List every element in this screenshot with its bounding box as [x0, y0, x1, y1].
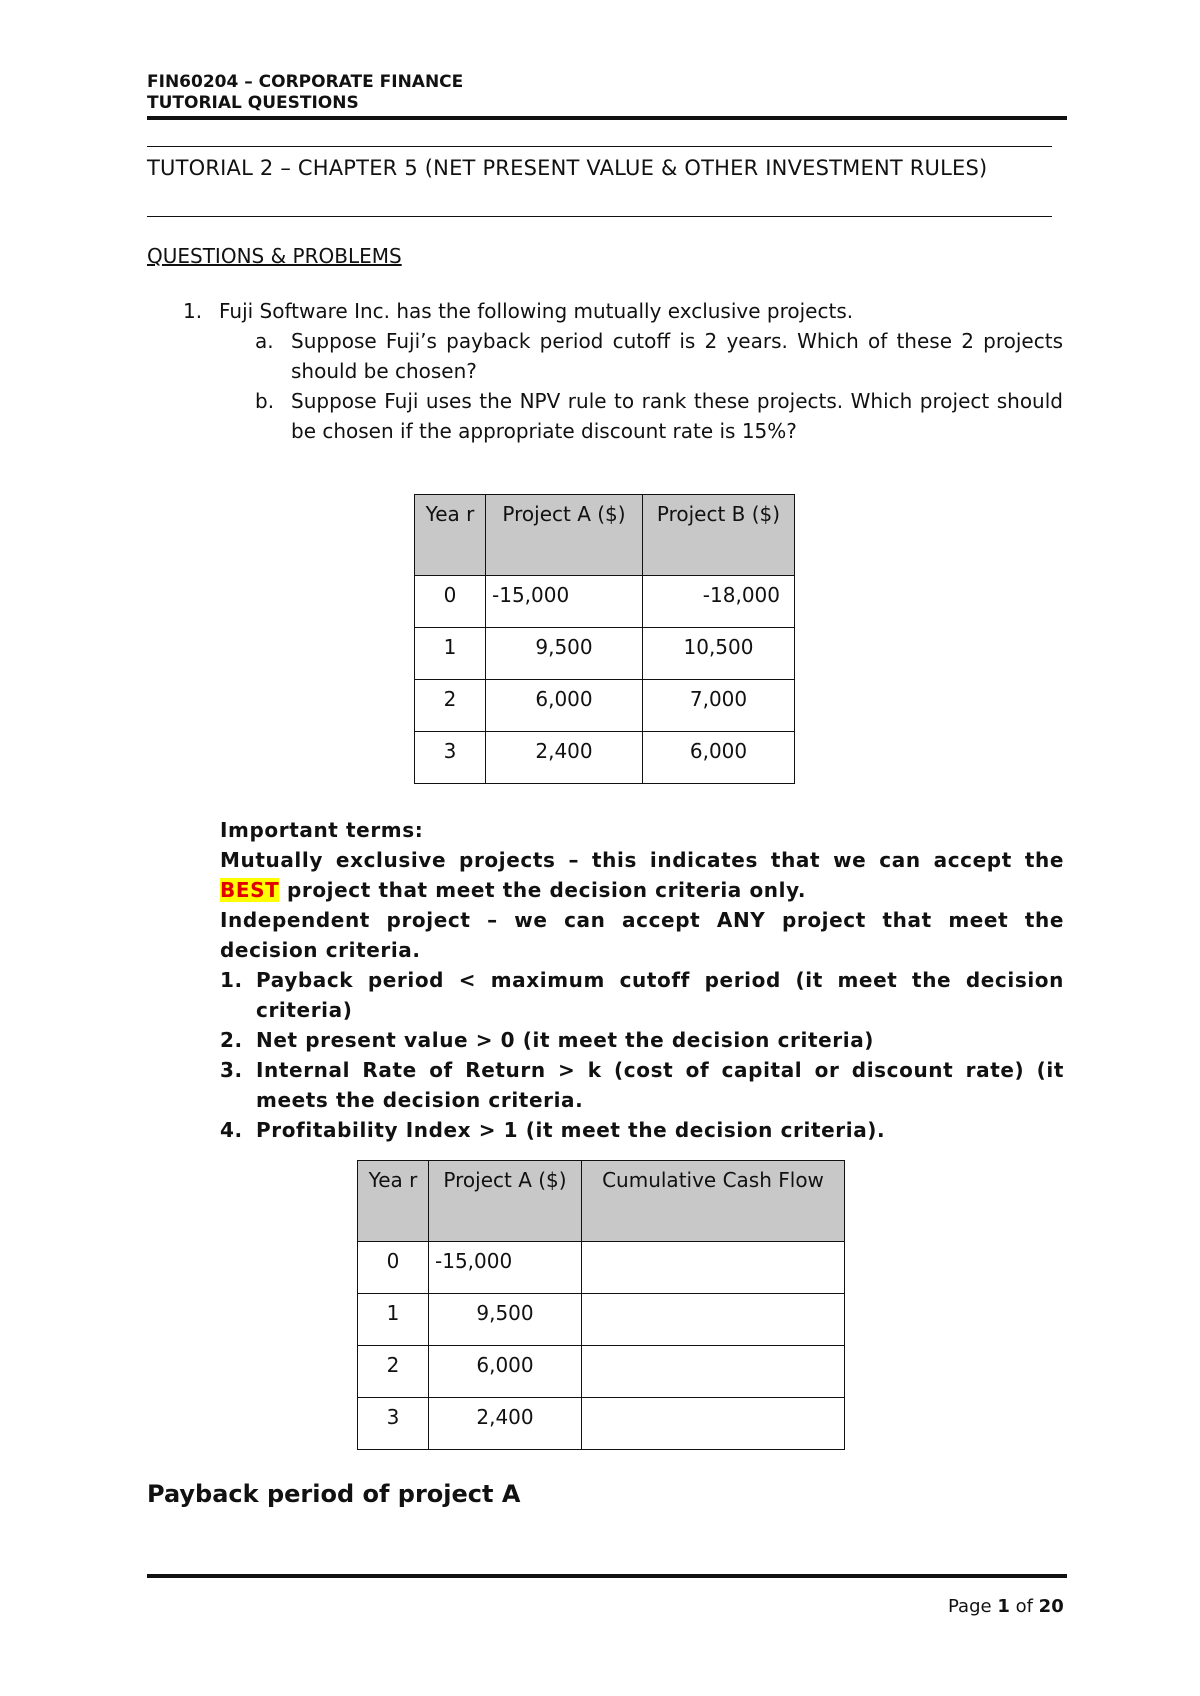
cell-project-a: 9,500 [429, 1294, 582, 1346]
cell-project-b: 6,000 [643, 732, 795, 784]
header-project-a: Project A ($) [429, 1161, 582, 1242]
payback-heading: Payback period of project A [147, 1480, 521, 1508]
criteria-list [220, 965, 1064, 1145]
page-number [948, 1596, 1064, 1617]
cell-project-a: 6,000 [429, 1346, 582, 1398]
table-row [415, 576, 795, 628]
question-text: Fuji Software Inc. has the following mutually exclusive projects. [219, 299, 854, 323]
part-text: Suppose Fuji’s payback period cutoff is 2 years. Which of these 2 projects should be chosen? [291, 329, 1063, 383]
cell-year: 2 [358, 1346, 429, 1398]
cell-year: 1 [415, 628, 486, 680]
total-pages: 20 [1038, 1596, 1064, 1617]
item-text: Internal Rate of Return > k (cost of capital or discount rate) (it meets the decision criteria. [256, 1058, 1064, 1112]
title-rule-bottom [147, 216, 1052, 217]
header-cumulative-cash-flow: Cumulative Cash Flow [582, 1161, 845, 1242]
cell-year: 3 [358, 1398, 429, 1450]
footer-rule [147, 1574, 1067, 1578]
header-project-a: Project A ($) [486, 495, 643, 576]
header-rule [147, 116, 1067, 120]
table-row [358, 1398, 845, 1450]
independent-definition: Independent project – we can accept ANY project that meet the decision criteria. [220, 908, 1064, 962]
question-number: 1. [183, 299, 203, 323]
table-row [358, 1294, 845, 1346]
course-title: FIN60204 – CORPORATE FINANCE [147, 72, 464, 92]
cell-project-b: 7,000 [643, 680, 795, 732]
cell-year: 3 [415, 732, 486, 784]
section-heading: QUESTIONS & PROBLEMS [147, 244, 402, 268]
item-number: 4. [220, 1118, 243, 1142]
cell-project-a: 2,400 [486, 732, 643, 784]
header-year: Yea r [415, 495, 486, 576]
mutually-exclusive-text: Mutually exclusive projects – this indicates that we can accept the [220, 848, 1064, 872]
cell-project-b: 10,500 [643, 628, 795, 680]
list-item [220, 1115, 1064, 1145]
cell-cumulative [582, 1346, 845, 1398]
part-label: b. [255, 389, 275, 413]
current-page: 1 [997, 1596, 1010, 1617]
item-number: 3. [220, 1058, 243, 1082]
header-year: Yea r [358, 1161, 429, 1242]
list-item [220, 1055, 1064, 1115]
cash-flow-table [414, 494, 795, 784]
cell-project-a: 9,500 [486, 628, 643, 680]
title-rule-top [147, 146, 1052, 147]
table-row [415, 680, 795, 732]
cell-project-a: 6,000 [486, 680, 643, 732]
part-text: Suppose Fuji uses the NPV rule to rank these projects. Which project should be chosen if the appropriate discount rate is 15%? [291, 389, 1063, 443]
best-highlight: BEST [220, 878, 280, 902]
table-header-row [358, 1161, 845, 1242]
cell-project-b: -18,000 [643, 576, 795, 628]
table-header-row [415, 495, 795, 576]
terms-heading: Important terms: [220, 818, 424, 842]
cell-year: 0 [415, 576, 486, 628]
table-row [415, 628, 795, 680]
cell-year: 1 [358, 1294, 429, 1346]
cell-year: 2 [415, 680, 486, 732]
list-item [220, 1025, 1064, 1055]
table-row [415, 732, 795, 784]
cell-project-a: 2,400 [429, 1398, 582, 1450]
mutually-exclusive-definition [220, 845, 1064, 905]
important-terms [220, 815, 1064, 1145]
cell-year: 0 [358, 1242, 429, 1294]
cell-cumulative [582, 1398, 845, 1450]
table-row [358, 1242, 845, 1294]
cell-cumulative [582, 1294, 845, 1346]
cell-project-a: -15,000 [429, 1242, 582, 1294]
mutually-exclusive-suffix: project that meet the decision criteria only. [286, 878, 807, 902]
header-project-b: Project B ($) [643, 495, 795, 576]
running-header [147, 72, 463, 114]
item-text: Net present value > 0 (it meet the decision criteria) [256, 1028, 875, 1052]
header-subtitle: TUTORIAL QUESTIONS [147, 93, 359, 113]
table-row [358, 1346, 845, 1398]
item-number: 2. [220, 1028, 243, 1052]
cumulative-cash-flow-table [357, 1160, 845, 1450]
cell-cumulative [582, 1242, 845, 1294]
part-label: a. [255, 329, 274, 353]
item-number: 1. [220, 968, 243, 992]
cell-project-a: -15,000 [486, 576, 643, 628]
of-word: of [1015, 1596, 1033, 1617]
page-word: Page [948, 1596, 992, 1617]
list-item [220, 965, 1064, 1025]
tutorial-title: TUTORIAL 2 – CHAPTER 5 (NET PRESENT VALUE & OTHER INVESTMENT RULES) [147, 156, 988, 180]
item-text: Payback period < maximum cutoff period (it meet the decision criteria) [256, 968, 1064, 1022]
item-text: Profitability Index > 1 (it meet the decision criteria). [256, 1118, 886, 1142]
